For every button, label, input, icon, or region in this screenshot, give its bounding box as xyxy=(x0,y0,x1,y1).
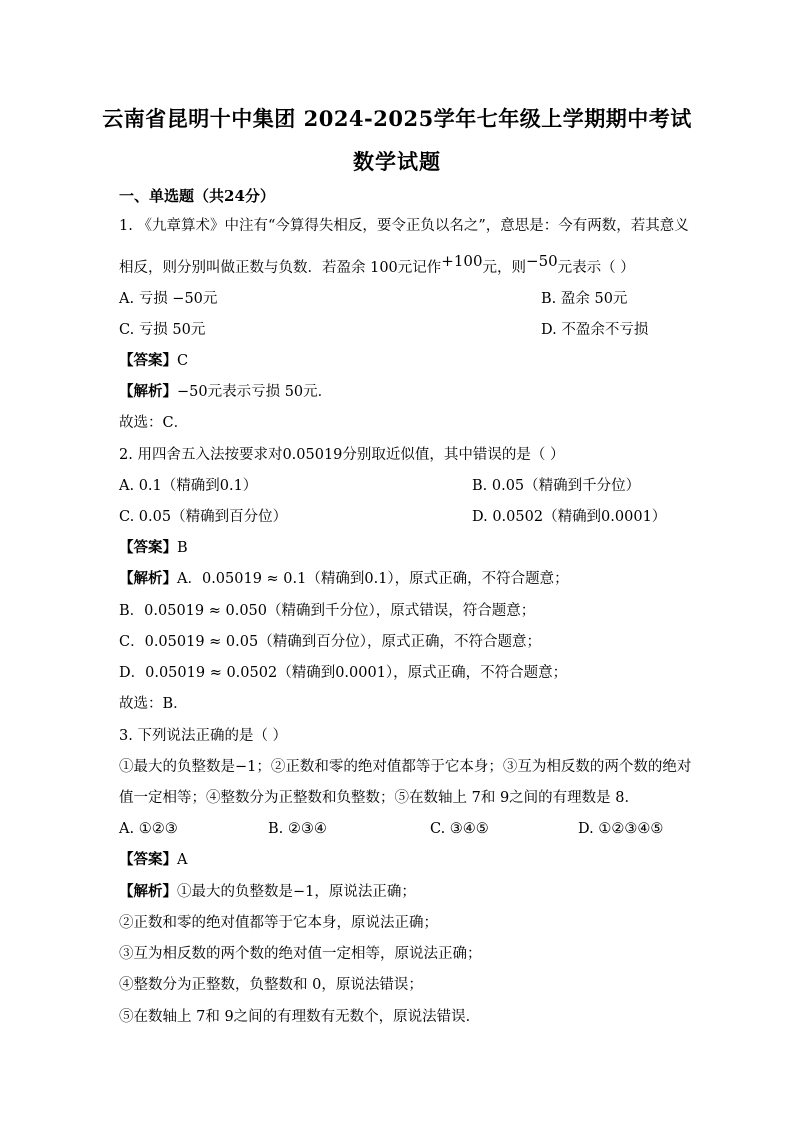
q1-answer-label: 【答案】 xyxy=(119,352,177,369)
q1-stem-line1: 1. 《九章算术》中注有“今算得失相反，要令正负以名之”，意思是：今有两数，若其意义 xyxy=(119,218,689,234)
q2-option-b: B. 0.05（精确到千分位） xyxy=(472,478,641,494)
q1-option-c: C. 亏损 50元 xyxy=(119,322,206,338)
q3-analysis-line4: ④整数分为正整数，负整数和 0，原说法错误； xyxy=(119,977,423,993)
q1-analysis xyxy=(119,382,332,402)
q3-analysis-label: 【解析】 xyxy=(119,883,177,900)
q1-analysis-label: 【解析】 xyxy=(119,383,177,400)
q3-analysis-line1 xyxy=(119,882,416,902)
q3-statements-line2: 值一定相等；④整数分为正整数和负整数；⑤在数轴上 7和 9之间的有理数是 8． xyxy=(119,790,640,806)
q2-option-c: C. 0.05（精确到百分位） xyxy=(119,509,288,525)
document-title: 云南省昆明十中集团 2024-2025学年七年级上学期期中考试 xyxy=(102,106,692,131)
q1-answer xyxy=(119,351,188,371)
q1-conclusion: 故选：C． xyxy=(119,415,189,431)
q1-stem-math-minus50: −50 xyxy=(526,252,558,270)
q3-analysis-line2: ②正数和零的绝对值都等于它本身，原说法正确； xyxy=(119,915,438,931)
q3-analysis-line3: ③互为相反数的两个数的绝对值一定相等，原说法正确； xyxy=(119,946,482,962)
q3-stem: 3. 下列说法正确的是（ ） xyxy=(119,728,288,744)
q3-analysis-text1: ①最大的负整数是−1，原说法正确； xyxy=(177,884,416,900)
q1-stem-math-plus100: +100 xyxy=(441,252,483,270)
q1-analysis-text: −50元表示亏损 50元． xyxy=(177,384,333,400)
q2-stem: 2. 用四舍五入法按要求对0.05019分别取近似值，其中错误的是（ ） xyxy=(119,447,565,463)
q1-option-d: D. 不盈余不亏损 xyxy=(541,322,649,338)
q1-option-a: A. 亏损 −50元 xyxy=(119,291,218,307)
q3-analysis-line5: ⑤在数轴上 7和 9之间的有理数有无数个，原说法错误． xyxy=(119,1009,481,1025)
q1-stem-text-e: 元表示（ ） xyxy=(557,260,635,276)
q3-option-b: B. ②③④ xyxy=(268,821,327,837)
document-subtitle: 数学试题 xyxy=(353,149,441,174)
q2-analysis-line3: C．0.05019 ≈ 0.05（精确到百分位），原式正确，不符合题意； xyxy=(119,634,541,650)
q3-option-c: C. ③④⑤ xyxy=(430,821,489,837)
q2-conclusion: 故选：B． xyxy=(119,696,188,712)
section-heading: 一、单选题（共24分） xyxy=(119,187,275,205)
q2-answer xyxy=(119,538,188,558)
q2-analysis-text1: A．0.05019 ≈ 0.1（精确到0.1），原式正确，不符合题意； xyxy=(177,571,569,587)
q1-stem-text-c: 元，则 xyxy=(482,260,526,276)
q2-analysis-label: 【解析】 xyxy=(119,570,177,587)
q2-answer-value: B xyxy=(177,540,188,556)
q2-analysis-line4: D．0.05019 ≈ 0.0502（精确到0.0001），原式正确，不符合题意； xyxy=(119,665,568,681)
q3-answer-value: A xyxy=(177,852,188,868)
q3-option-d: D. ①②③④⑤ xyxy=(578,821,664,837)
q1-stem-line2 xyxy=(119,252,635,278)
q3-statements-line1: ①最大的负整数是−1；②正数和零的绝对值都等于它本身；③互为相反数的两个数的绝对 xyxy=(119,759,692,775)
q2-analysis-line2: B．0.05019 ≈ 0.050（精确到千分位），原式错误，符合题意； xyxy=(119,603,536,619)
q1-stem-text-a: 相反，则分别叫做正数与负数．若盈余 100元记作 xyxy=(119,260,442,276)
q1-option-b: B. 盈余 50元 xyxy=(541,291,628,307)
q1-answer-value: C xyxy=(177,353,189,369)
q3-answer-label: 【答案】 xyxy=(119,851,177,868)
q3-answer xyxy=(119,850,187,870)
q2-analysis-line1 xyxy=(119,569,569,589)
q2-option-a: A. 0.1（精确到0.1） xyxy=(119,478,258,494)
q2-answer-label: 【答案】 xyxy=(119,539,177,556)
q2-option-d: D. 0.0502（精确到0.0001） xyxy=(472,509,667,525)
q3-option-a: A. ①②③ xyxy=(119,821,178,837)
